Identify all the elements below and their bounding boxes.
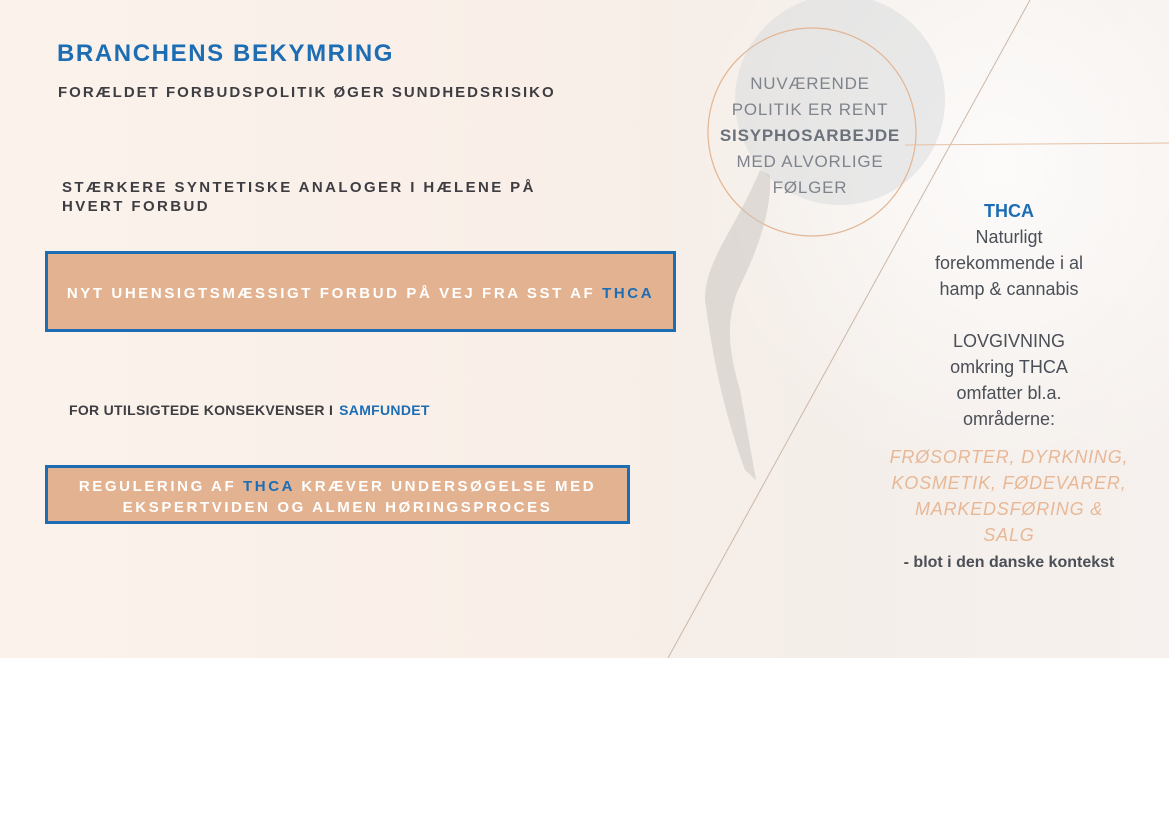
law-line: LOVGIVNING	[952, 331, 1066, 351]
law-line: omkring THCA	[950, 357, 1068, 377]
regulation-highlight: THCA	[243, 478, 295, 495]
synthetic-analogues-text: STÆRKERE SYNTETISKE ANALOGER I HÆLENE PÅ HVERT FORBUD	[62, 179, 536, 215]
ban-box-text: NYT UHENSIGTSMÆSSIGT FORBUD PÅ VEJ FRA SST AF	[66, 285, 596, 302]
areas-line: MARKEDSFØRING &	[914, 499, 1104, 519]
circle-line-2: POLITIK ER RENT	[731, 100, 889, 119]
intro-line: forekommende i al	[934, 253, 1084, 273]
circle-bold: SISYPHOSARBEJDE	[719, 126, 901, 145]
consequences-label: FOR UTILSIGTEDE KONSEKVENSER I	[69, 402, 334, 418]
page-subtitle: FORÆLDET FORBUDSPOLITIK ØGER SUNDHEDSRISIKO	[58, 84, 556, 101]
law-line: omfatter bl.a.	[956, 383, 1062, 403]
areas-line: SALG	[983, 525, 1035, 545]
regulation-before: REGULERING AF	[78, 478, 237, 495]
thca-panel	[870, 198, 1148, 576]
ban-box-highlight: THCA	[602, 285, 655, 302]
circle-line-4: FØLGER	[772, 178, 848, 197]
intro-line: Naturligt	[975, 227, 1043, 247]
regulation-after: KRÆVER UNDERSØGELSE MED EKSPERTVIDEN OG ALMEN HØRINGSPROCES	[122, 478, 597, 516]
circle-line-3: MED ALVORLIGE	[736, 152, 884, 171]
consequences-highlight: SAMFUNDET	[339, 402, 430, 418]
areas-line: KOSMETIK, FØDEVARER,	[891, 473, 1127, 493]
ban-box	[45, 251, 676, 332]
context-note: - blot i den danske kontekst	[903, 554, 1115, 571]
page-title: BRANCHENS BEKYMRING	[57, 40, 395, 67]
circle-quote	[712, 71, 908, 201]
thca-heading: THCA	[984, 201, 1034, 221]
consequences-text	[69, 402, 430, 418]
law-line: områderne:	[962, 409, 1056, 429]
intro-line: hamp & cannabis	[939, 279, 1079, 299]
areas-line: FRØSORTER, DYRKNING,	[889, 447, 1129, 467]
regulation-box	[45, 465, 630, 524]
circle-line-1: NUVÆRENDE	[750, 74, 870, 93]
